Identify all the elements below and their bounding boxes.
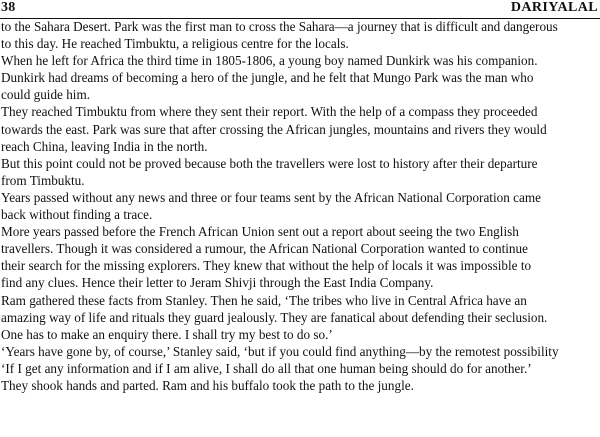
text-line: ‘Years have gone by, of course,’ Stanley said, ‘but if you could find anything—by the remotest possibility	[1, 343, 559, 359]
text-line: They shook hands and parted. Ram and his buffalo took the path to the jungle.	[1, 377, 414, 393]
text-line: travellers. Though it was considered a rumour, the African National Corporation wanted to continue	[1, 241, 528, 257]
text-line: from Timbuktu.	[1, 172, 85, 188]
text-line: Ram gathered these facts from Stanley. Then he said, ‘The tribes who live in Central Africa have an	[1, 292, 527, 308]
body-text	[1, 18, 599, 394]
page-number: 38	[1, 0, 16, 15]
text-line: More years passed before the French African Union sent out a report about seeing the two English	[1, 224, 519, 240]
paragraph	[1, 155, 599, 189]
text-line: to this day. He reached Timbuktu, a religious centre for the locals.	[1, 36, 349, 52]
page-header	[0, 0, 600, 19]
text-line: find any clues. Hence their letter to Jeram Shivji through the East India Company.	[1, 275, 434, 291]
text-line: When he left for Africa the third time in 1805-1806, a young boy named Dunkirk was his companion.	[1, 53, 538, 69]
text-line: back without finding a trace.	[1, 207, 153, 223]
paragraph	[1, 52, 599, 103]
text-line: amazing way of life and rituals they guard jealously. They are fanatical about defending their seclusion.	[1, 309, 548, 325]
text-line: reach China, leaving India in the north.	[1, 138, 208, 154]
text-line: They reached Timbuktu from where they sent their report. With the help of a compass they proceeded	[1, 104, 538, 120]
text-line: But this point could not be proved because both the travellers were lost to history after their departure	[1, 155, 538, 171]
text-line: towards the east. Park was sure that after crossing the African jungles, mountains and rivers they would	[1, 121, 547, 137]
running-title: DARIYALAL	[510, 0, 598, 15]
paragraph	[1, 292, 599, 343]
text-line: to the Sahara Desert. Park was the first man to cross the Sahara—a journey that is difficult and dangerous	[1, 19, 558, 34]
text-line: their search for the missing explorers. They knew that without the help of locals it was impossible to	[1, 258, 532, 274]
text-line: One has to make an enquiry there. I shall try my best to do so.’	[1, 326, 333, 342]
paragraph	[1, 18, 599, 52]
paragraph	[1, 343, 599, 360]
paragraph	[1, 360, 599, 394]
text-line: could guide him.	[1, 87, 91, 103]
text-line: ‘If I get any information and if I am alive, I shall do all that one human being should do for another.’	[1, 360, 532, 376]
paragraph	[1, 189, 599, 223]
paragraph	[1, 103, 599, 154]
text-line: Dunkirk had dreams of becoming a hero of the jungle, and he felt that Mungo Park was the man who	[1, 70, 534, 86]
text-line: Years passed without any news and three or four teams sent by the African National Corporation came	[1, 189, 541, 205]
paragraph	[1, 223, 599, 291]
